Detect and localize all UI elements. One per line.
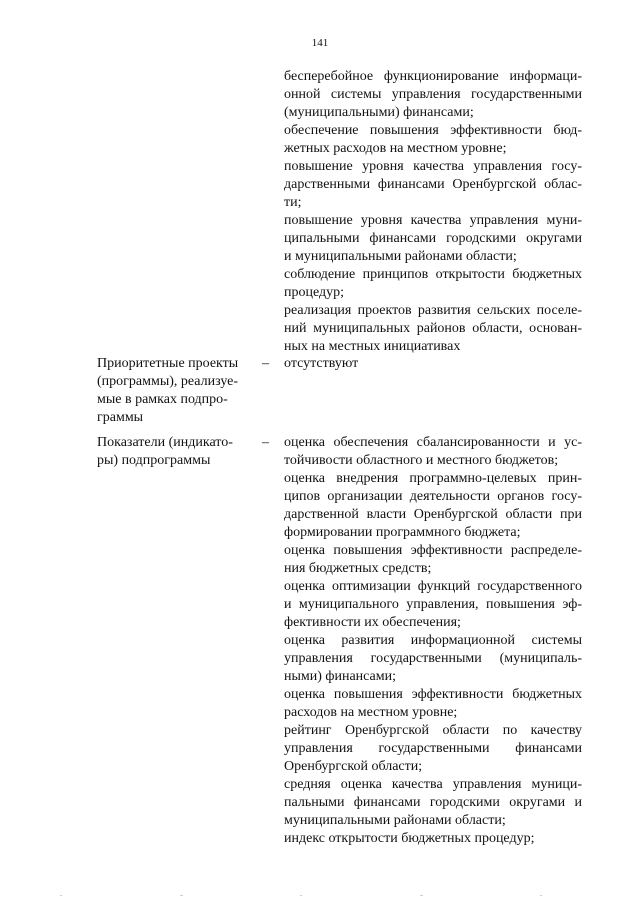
page-number: 141 bbox=[311, 37, 329, 49]
scan-artifact bbox=[180, 895, 183, 896]
indicator-line: расходов на местном уровне; bbox=[284, 705, 458, 720]
indicator-line: муниципальными районами области; bbox=[284, 813, 506, 828]
continuation-line: и муниципальными районами области; bbox=[284, 249, 517, 264]
continuation-line: ных на местных инициативах bbox=[284, 339, 461, 354]
continuation-line: дарственными финансами Оренбургской облас- bbox=[284, 177, 582, 192]
continuation-line: повышение уровня качества управления госу- bbox=[284, 159, 582, 174]
continuation-line: повышение уровня качества управления муни- bbox=[284, 213, 582, 228]
indicator-line: средняя оценка качества управления муници- bbox=[284, 777, 582, 792]
scan-artifact bbox=[60, 895, 62, 896]
continuation-line: бесперебойное функционирование информаци- bbox=[284, 69, 582, 84]
continuation-line: обеспечение повышения эффективности бюд- bbox=[284, 123, 582, 138]
indicator-line: рейтинг Оренбургской области по качеству bbox=[284, 723, 582, 738]
indicators-label-line: Показатели (индикато- bbox=[97, 435, 233, 450]
continuation-line: процедур; bbox=[284, 285, 345, 300]
priority-projects-value: отсутствуют bbox=[284, 356, 359, 371]
priority-projects-label-line: (программы), реализуе- bbox=[97, 374, 239, 389]
indicator-line: дарственной власти Оренбургской области при bbox=[284, 507, 582, 522]
continuation-line: ний муниципальных районов области, основан- bbox=[284, 321, 582, 336]
indicator-line: ными) финансами; bbox=[284, 669, 397, 684]
indicator-line: оценка оптимизации функций государственного bbox=[284, 579, 582, 594]
continuation-line: (муниципальными) финансами; bbox=[284, 105, 474, 120]
indicator-line: формировании программного бюджета; bbox=[284, 525, 521, 540]
indicator-line: оценка развития информационной системы bbox=[284, 633, 582, 648]
indicator-line: оценка внедрения программно-целевых прин- bbox=[284, 471, 582, 486]
indicator-line: оценка обеспечения сбалансированности и ус- bbox=[284, 435, 582, 450]
continuation-line: онной системы управления государственными bbox=[284, 87, 582, 102]
indicator-line: оценка повышения эффективности распределе- bbox=[284, 543, 582, 558]
scan-artifact bbox=[420, 895, 423, 896]
indicator-line: и муниципального управления, повышения эф- bbox=[284, 597, 582, 612]
priority-projects-label-line: Приоритетные проекты bbox=[97, 356, 239, 371]
indicators-dash: – bbox=[262, 435, 269, 450]
priority-projects-dash: – bbox=[262, 356, 269, 371]
indicator-line: пальными финансами городскими округами и bbox=[284, 795, 582, 810]
indicator-line: ципов организации деятельности органов госу- bbox=[284, 489, 582, 504]
continuation-line: реализация проектов развития сельских поселе- bbox=[284, 303, 582, 318]
scan-artifact bbox=[540, 895, 542, 896]
priority-projects-label-line: граммы bbox=[97, 410, 144, 425]
priority-projects-label-line: мые в рамках подпро- bbox=[97, 392, 228, 407]
indicator-line: ния бюджетных средств; bbox=[284, 561, 432, 576]
indicator-line: Оренбургской области; bbox=[284, 759, 423, 774]
indicator-line: индекс открытости бюджетных процедур; bbox=[284, 831, 535, 846]
indicator-line: фективности их обеспечения; bbox=[284, 615, 461, 630]
continuation-line: жетных расходов на местном уровне; bbox=[284, 141, 507, 156]
continuation-line: ти; bbox=[284, 195, 302, 210]
indicator-line: тойчивости областного и местного бюджетов; bbox=[284, 453, 559, 468]
continuation-line: ципальными финансами городскими округами bbox=[284, 231, 582, 246]
indicators-label-line: ры) подпрограммы bbox=[97, 453, 211, 468]
scan-artifact bbox=[300, 895, 302, 896]
indicator-line: управления государственными финансами bbox=[284, 741, 582, 756]
indicator-line: управления государственными (муниципаль- bbox=[284, 651, 582, 666]
continuation-line: соблюдение принципов открытости бюджетных bbox=[284, 267, 582, 282]
indicator-line: оценка повышения эффективности бюджетных bbox=[284, 687, 582, 702]
